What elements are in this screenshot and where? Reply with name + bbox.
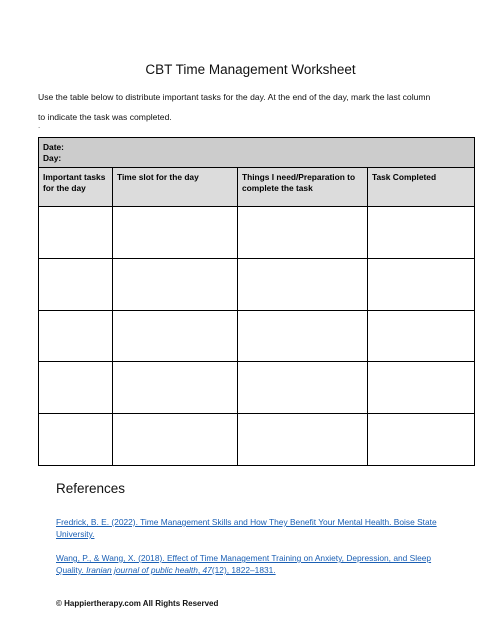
- reference-2-volume: 47: [202, 565, 212, 575]
- completed-cell[interactable]: [368, 258, 475, 310]
- time-slot-cell[interactable]: [113, 258, 238, 310]
- header-important-tasks: Important tasks for the day: [39, 168, 113, 207]
- time-slot-cell[interactable]: [113, 310, 238, 362]
- completed-cell[interactable]: [368, 414, 475, 466]
- reference-2-text: Wang, P., & Wang, X. (2018). Effect of Time Management Training on Anxiety, Depression, and Sleep Quality.: [56, 553, 432, 575]
- time-management-table: [38, 137, 475, 466]
- date-label: Date:: [43, 142, 64, 152]
- completed-cell[interactable]: [368, 362, 475, 414]
- table-row: [39, 414, 475, 466]
- table-row: [39, 310, 475, 362]
- references-heading: References: [56, 481, 126, 496]
- task-cell[interactable]: [39, 362, 113, 414]
- preparation-cell[interactable]: [238, 207, 368, 259]
- task-cell[interactable]: [39, 207, 113, 259]
- reference-2-journal: Iranian journal of public health: [86, 565, 198, 575]
- stray-mark: .: [38, 121, 41, 130]
- reference-2-link[interactable]: [56, 552, 456, 576]
- time-slot-cell[interactable]: [113, 207, 238, 259]
- day-label: Day:: [43, 152, 62, 163]
- preparation-cell[interactable]: [238, 258, 368, 310]
- header-time-slot: Time slot for the day: [113, 168, 238, 207]
- reference-2-pages: (12), 1822–1831.: [211, 565, 276, 575]
- time-slot-cell[interactable]: [113, 414, 238, 466]
- instructions: [38, 87, 468, 127]
- task-cell[interactable]: [39, 310, 113, 362]
- reference-2-separator: ,: [197, 565, 203, 575]
- preparation-cell[interactable]: [238, 310, 368, 362]
- header-task-completed: Task Completed: [368, 168, 475, 207]
- preparation-cell[interactable]: [238, 414, 368, 466]
- header-row: [39, 168, 475, 207]
- table-row: [39, 362, 475, 414]
- task-cell[interactable]: [39, 414, 113, 466]
- time-slot-cell[interactable]: [113, 362, 238, 414]
- preparation-cell[interactable]: [238, 362, 368, 414]
- table-row: [39, 258, 475, 310]
- instructions-line-1: Use the table below to distribute important tasks for the day. At the end of the day, mark the last column: [38, 92, 431, 102]
- date-day-cell[interactable]: [39, 138, 475, 168]
- table-body: [39, 207, 475, 466]
- reference-1-link[interactable]: Fredrick, B. E. (2022). Time Management Skills and How They Benefit Your Mental Health. Boise State University.: [56, 517, 437, 539]
- page-title: CBT Time Management Worksheet: [145, 62, 356, 77]
- completed-cell[interactable]: [368, 310, 475, 362]
- table-row: [39, 207, 475, 259]
- task-cell[interactable]: [39, 258, 113, 310]
- instructions-line-2: to indicate the task was completed.: [38, 112, 172, 122]
- completed-cell[interactable]: [368, 207, 475, 259]
- copyright-footer: © Happiertherapy.com All Rights Reserved: [56, 599, 219, 608]
- header-preparation: Things I need/Preparation to complete the task: [238, 168, 368, 207]
- date-row: [39, 138, 475, 168]
